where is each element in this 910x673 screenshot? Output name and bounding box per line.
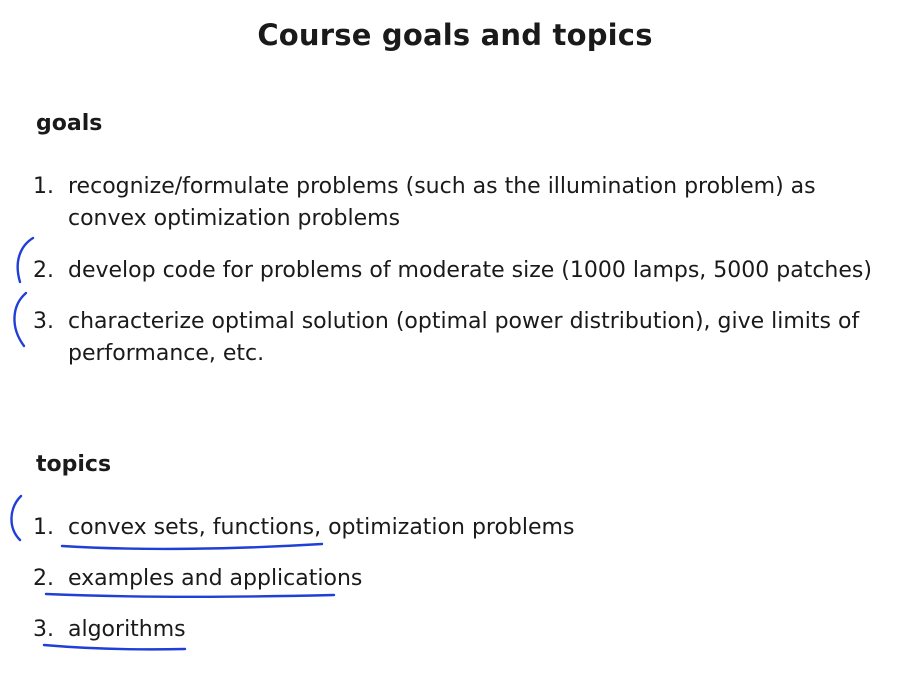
topics-heading: topics <box>36 452 112 477</box>
topic-item-text: examples and applications <box>68 566 363 591</box>
bracket-mark-goal-2 <box>18 238 33 282</box>
topic-item-1 <box>33 512 574 544</box>
topic-item-number: 1. <box>33 515 54 540</box>
topic-item-text: convex sets, functions, optimization problems <box>68 515 575 540</box>
topic-item-number: 3. <box>33 617 54 642</box>
topic-item-3 <box>33 614 186 646</box>
goals-heading: goals <box>36 111 103 136</box>
goal-item-text-continued: convex optimization problems <box>68 206 401 231</box>
goal-item-number: 2. <box>33 258 54 283</box>
slide-title: Course goals and topics <box>257 18 653 52</box>
topic-item-2 <box>33 563 362 595</box>
topic-item-number: 2. <box>33 566 54 591</box>
goal-item-number: 3. <box>33 309 54 334</box>
goal-item-text-continued: performance, etc. <box>68 341 265 366</box>
goal-item-1 <box>33 171 816 235</box>
topic-item-text: algorithms <box>68 617 186 642</box>
bracket-mark-goal-3 <box>14 293 26 346</box>
goal-item-text: characterize optimal solution (optimal power distribution), give limits of <box>68 309 860 334</box>
bracket-mark-topic-1 <box>11 496 21 540</box>
goal-item-number: 1. <box>33 174 54 199</box>
goal-item-text: develop code for problems of moderate size (1000 lamps, 5000 patches) <box>68 258 872 283</box>
underline-topic-1 <box>62 544 322 549</box>
goal-item-2 <box>33 255 872 287</box>
goal-item-text: recognize/formulate problems (such as the illumination problem) as <box>68 174 816 199</box>
goal-item-3 <box>33 306 859 370</box>
